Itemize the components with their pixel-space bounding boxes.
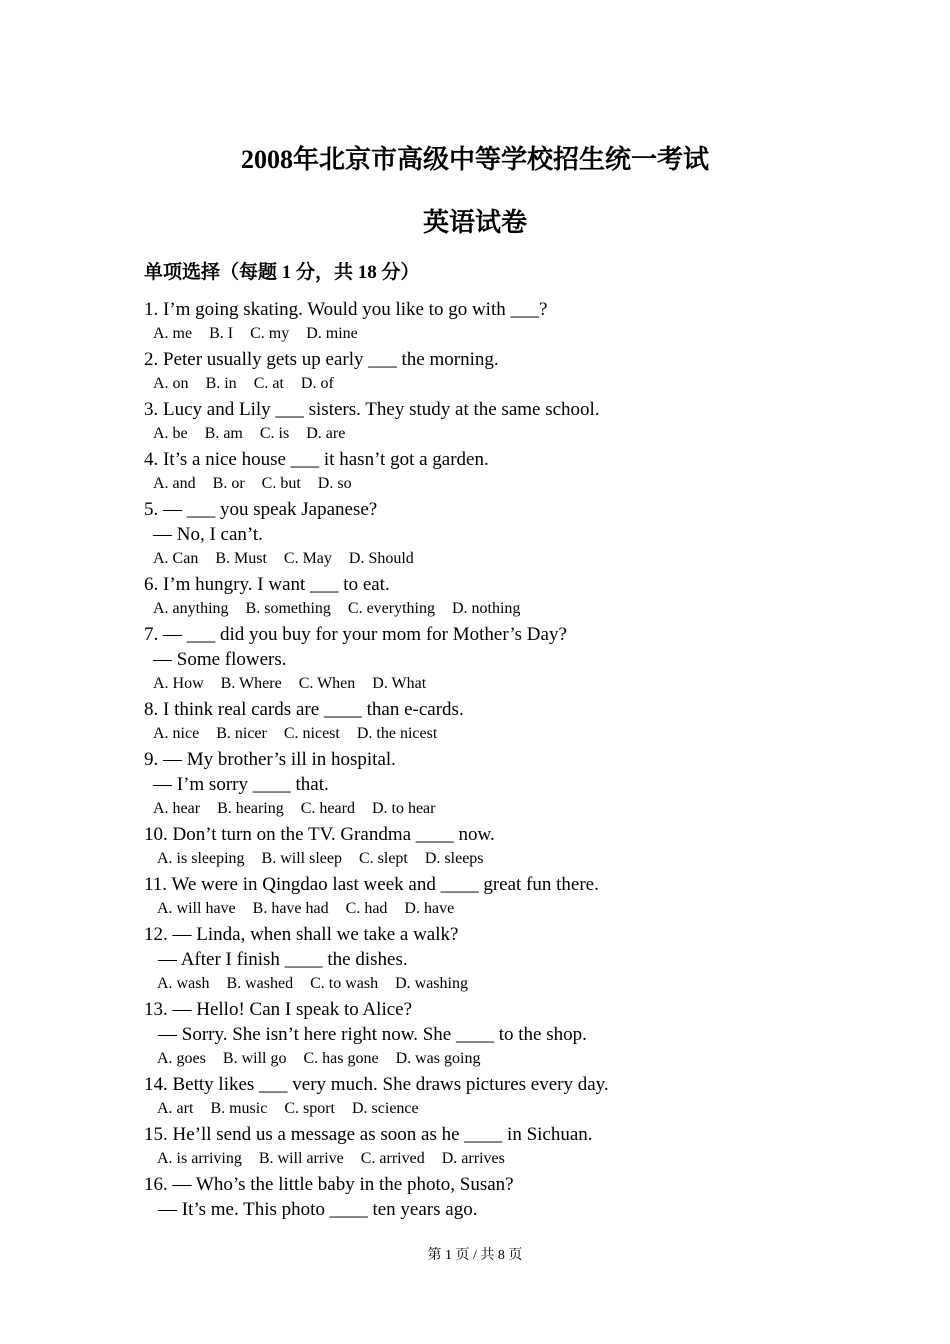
answer-option: D. What — [372, 675, 427, 692]
answer-option: C. May — [283, 550, 332, 567]
answer-option: D. are — [306, 425, 346, 442]
answer-option: B. in — [205, 375, 237, 392]
answer-option: A. How — [153, 675, 204, 692]
answer-options — [144, 547, 844, 572]
answer-option: B. Must — [215, 550, 267, 567]
answer-options — [144, 972, 844, 997]
answer-option: D. sleeps — [424, 850, 484, 867]
answer-option: C. When — [298, 675, 356, 692]
answer-options — [144, 372, 844, 397]
answer-options — [144, 422, 844, 447]
question-response-line: — It’s me. This photo ____ ten years ago. — [158, 1199, 478, 1220]
answer-options — [144, 1147, 844, 1172]
answer-option: C. sport — [284, 1100, 335, 1117]
question-item — [144, 622, 844, 697]
question-item — [144, 1072, 844, 1122]
answer-options — [144, 672, 844, 697]
answer-options — [144, 722, 844, 747]
answer-option: C. my — [250, 325, 290, 342]
answer-option: D. to hear — [371, 800, 436, 817]
answer-option: C. at — [253, 375, 284, 392]
answer-option: A. will have — [157, 900, 236, 917]
section-heading: 单项选择（每题 1 分，共 18 分） — [144, 262, 420, 283]
answer-option: B. or — [212, 475, 245, 492]
question-item — [144, 497, 844, 572]
answer-option: C. everything — [347, 600, 435, 617]
answer-option: C. is — [259, 425, 290, 442]
question-response-line: — After I finish ____ the dishes. — [158, 949, 408, 970]
answer-options — [144, 897, 844, 922]
question-text: 5. — ___ you speak Japanese? — [144, 499, 378, 520]
question-item — [144, 997, 844, 1072]
question-text: 8. I think real cards are ____ than e-cards. — [144, 699, 464, 720]
question-text: 13. — Hello! Can I speak to Alice? — [144, 999, 413, 1020]
question-text: 6. I’m hungry. I want ___ to eat. — [144, 574, 390, 595]
question-item — [144, 297, 844, 347]
page-footer: 第 1 页 / 共 8 页 — [427, 1248, 523, 1263]
answer-option: A. me — [153, 325, 193, 342]
answer-option: B. music — [210, 1100, 268, 1117]
question-text: 11. We were in Qingdao last week and ____ great fun there. — [144, 874, 599, 895]
answer-option: A. Can — [153, 550, 199, 567]
answer-option: B. something — [245, 600, 331, 617]
answer-option: A. is sleeping — [157, 850, 245, 867]
answer-option: D. so — [317, 475, 352, 492]
answer-option: D. the nicest — [356, 725, 438, 742]
answer-option: C. to wash — [310, 975, 379, 992]
answer-option: B. Where — [220, 675, 282, 692]
answer-option: C. nicest — [283, 725, 340, 742]
question-item — [144, 872, 844, 922]
answer-options — [144, 597, 844, 622]
answer-option: B. washed — [226, 975, 294, 992]
question-text: 1. I’m going skating. Would you like to go with ___? — [144, 299, 548, 320]
answer-option: A. anything — [153, 600, 229, 617]
answer-option: A. be — [153, 425, 188, 442]
question-item — [144, 1122, 844, 1172]
answer-option: A. is arriving — [157, 1150, 242, 1167]
question-text: 15. He’ll send us a message as soon as he ____ in Sichuan. — [144, 1124, 593, 1145]
answer-option: B. have had — [252, 900, 329, 917]
answer-option: D. mine — [306, 325, 358, 342]
answer-option: B. nicer — [216, 725, 267, 742]
question-item — [144, 397, 844, 447]
exam-subtitle: 英语试卷 — [422, 208, 527, 237]
question-text: 10. Don’t turn on the TV. Grandma ____ now. — [144, 824, 495, 845]
question-item — [144, 1172, 844, 1222]
answer-option: B. I — [209, 325, 234, 342]
question-item — [144, 447, 844, 497]
answer-option: D. nothing — [451, 600, 521, 617]
answer-option: C. has gone — [303, 1050, 379, 1067]
question-text: 7. — ___ did you buy for your mom for Mother’s Day? — [144, 624, 567, 645]
answer-option: A. art — [157, 1100, 194, 1117]
answer-option: C. heard — [300, 800, 355, 817]
question-text: 9. — My brother’s ill in hospital. — [144, 749, 396, 770]
answer-option: C. had — [345, 900, 388, 917]
answer-option: C. arrived — [360, 1150, 425, 1167]
answer-option: A. nice — [153, 725, 200, 742]
answer-option: D. of — [300, 375, 334, 392]
question-text: 2. Peter usually gets up early ___ the morning. — [144, 349, 499, 370]
answer-option: A. wash — [157, 975, 210, 992]
question-response-line: — I’m sorry ____ that. — [153, 774, 329, 795]
answer-option: B. will arrive — [258, 1150, 344, 1167]
answer-options — [144, 847, 844, 872]
question-text: 16. — Who’s the little baby in the photo, Susan? — [144, 1174, 514, 1195]
question-list — [144, 297, 844, 1222]
answer-option: D. was going — [395, 1050, 481, 1067]
question-response-line: — Sorry. She isn’t here right now. She ____ to the shop. — [158, 1024, 587, 1045]
answer-option: B. will go — [222, 1050, 287, 1067]
answer-option: D. arrives — [441, 1150, 505, 1167]
question-text: 12. — Linda, when shall we take a walk? — [144, 924, 459, 945]
question-item — [144, 822, 844, 872]
answer-option: D. science — [352, 1100, 419, 1117]
answer-options — [144, 797, 844, 822]
answer-options — [144, 1047, 844, 1072]
question-text: 14. Betty likes ___ very much. She draws pictures every day. — [144, 1074, 609, 1095]
question-item — [144, 347, 844, 397]
answer-option: D. washing — [395, 975, 468, 992]
answer-option: B. hearing — [217, 800, 284, 817]
answer-option: D. Should — [348, 550, 414, 567]
answer-option: B. will sleep — [261, 850, 342, 867]
answer-option: B. am — [204, 425, 243, 442]
answer-option: C. slept — [358, 850, 408, 867]
answer-option: D. have — [404, 900, 455, 917]
question-text: 3. Lucy and Lily ___ sisters. They study at the same school. — [144, 399, 600, 420]
question-item — [144, 747, 844, 822]
answer-option: C. but — [261, 475, 301, 492]
exam-title: 2008年北京市高级中等学校招生统一考试 — [240, 145, 709, 174]
answer-option: A. and — [153, 475, 196, 492]
question-item — [144, 697, 844, 747]
answer-options — [144, 1097, 844, 1122]
question-response-line: — No, I can’t. — [153, 524, 263, 545]
question-text: 4. It’s a nice house ___ it hasn’t got a garden. — [144, 449, 489, 470]
answer-option: A. on — [153, 375, 189, 392]
question-response-line: — Some flowers. — [153, 649, 287, 670]
question-item — [144, 572, 844, 622]
answer-option: A. goes — [157, 1050, 206, 1067]
question-item — [144, 922, 844, 997]
answer-option: A. hear — [153, 800, 201, 817]
answer-options — [144, 322, 844, 347]
answer-options — [144, 472, 844, 497]
